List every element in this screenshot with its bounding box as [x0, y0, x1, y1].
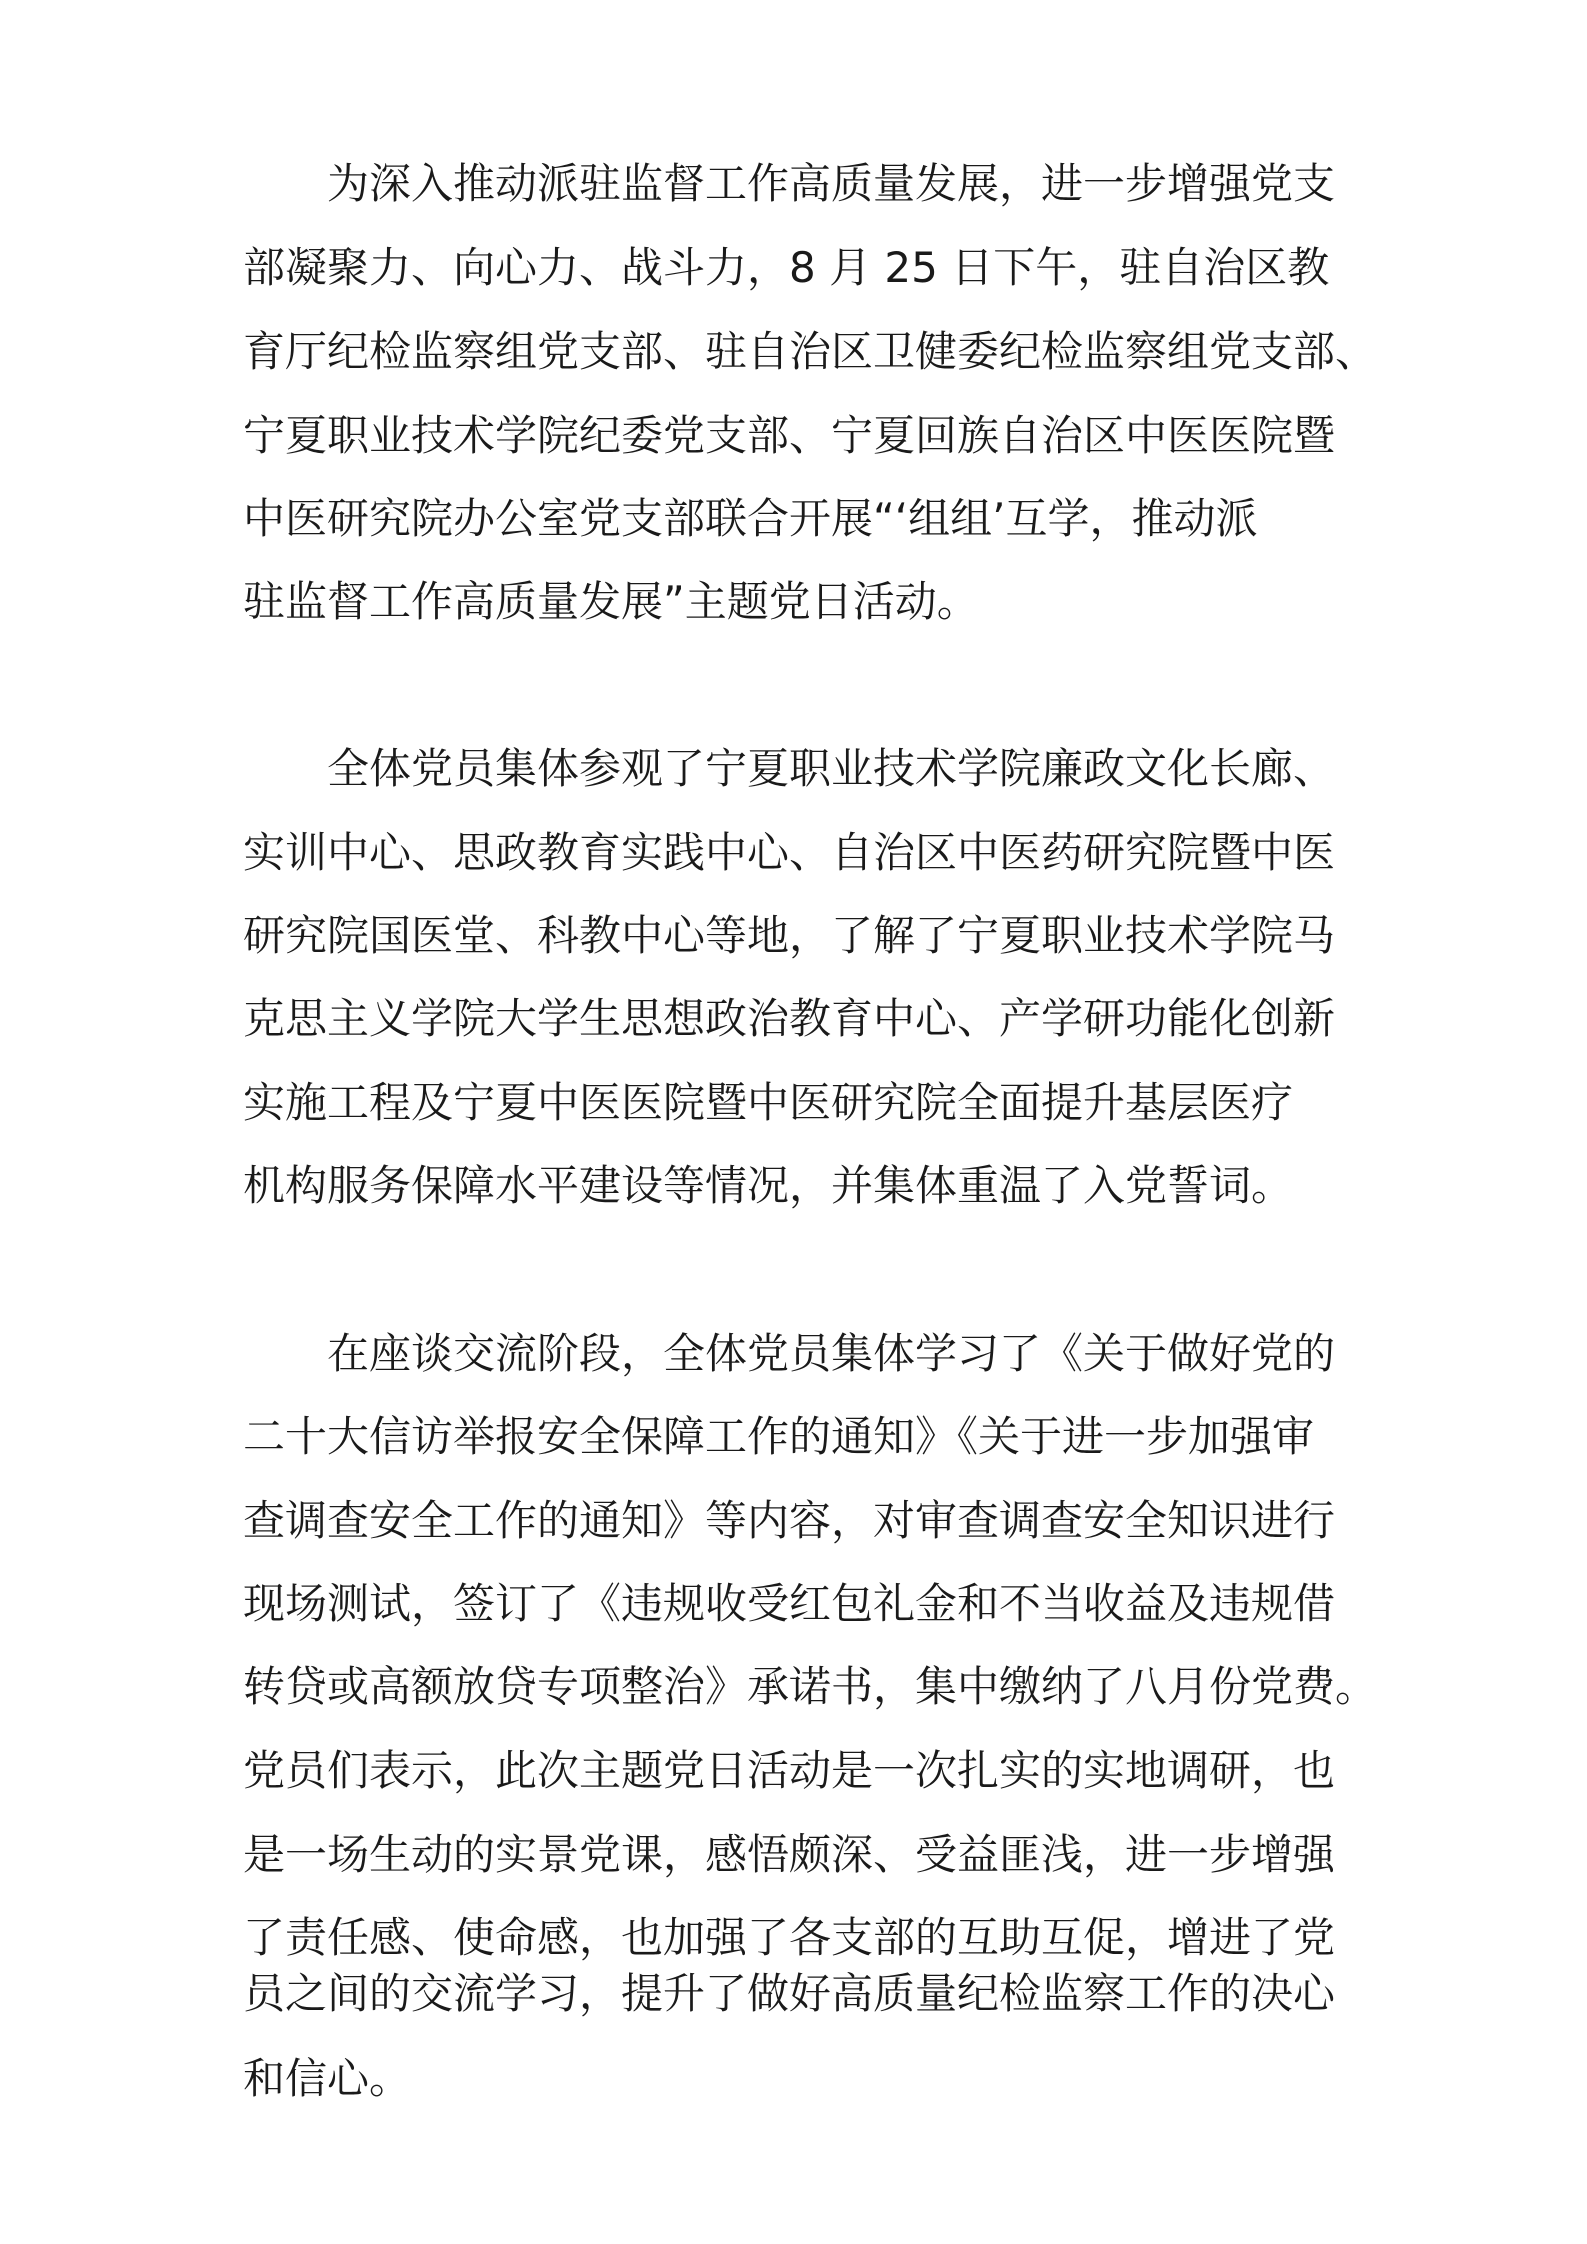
paragraph-1-line-5: 中医研究院办公室党支部联合开展“‘组组’互学，推动派 [243, 494, 1258, 543]
paragraph-1-line-4: 宁夏职业技术学院纪委党支部、宁夏回族自治区中医医院暨 [243, 411, 1336, 460]
paragraph-3-line-4: 现场测试，签订了《违规收受红包礼金和不当收益及违规借 [243, 1579, 1336, 1628]
paragraph-2-line-4: 克思主义学院大学生思想政治教育中心、产学研功能化创新 [243, 994, 1336, 1043]
paragraph-3-line-9: 员之间的交流学习，提升了做好高质量纪检监察工作的决心 [243, 1969, 1336, 2018]
paragraph-2-line-1: 全体党员集体参观了宁夏职业技术学院廉政文化长廊、 [327, 744, 1336, 793]
paragraph-2-line-2: 实训中心、思政教育实践中心、自治区中医药研究院暨中医 [243, 828, 1336, 877]
paragraph-1-line-6: 驻监督工作高质量发展”主题党日活动。 [243, 577, 979, 626]
paragraph-2-line-6: 机构服务保障水平建设等情况，并集体重温了入党誓词。 [243, 1161, 1294, 1210]
paragraph-2-line-5: 实施工程及宁夏中医医院暨中医研究院全面提升基层医疗 [243, 1078, 1294, 1127]
paragraph-3-line-10: 和信心。 [243, 2054, 412, 2103]
paragraph-3-line-8: 了责任感、使命感，也加强了各支部的互助互促，增进了党 [243, 1913, 1336, 1962]
paragraph-1-line-2: 部凝聚力、向心力、战斗力，8 月 25 日下午，驻自治区教 [243, 243, 1330, 292]
paragraph-1-line-1: 为深入推动派驻监督工作高质量发展，进一步增强党支 [327, 159, 1336, 208]
paragraph-1-line-3: 育厅纪检监察组党支部、驻自治区卫健委纪检监察组党支部、 [243, 327, 1378, 376]
paragraph-3-line-2: 二十大信访举报安全保障工作的通知》《关于进一步加强审 [243, 1412, 1315, 1461]
paragraph-2-line-3: 研究院国医堂、科教中心等地，了解了宁夏职业技术学院马 [243, 911, 1336, 960]
paragraph-3-line-5: 转贷或高额放贷专项整治》承诺书，集中缴纳了八月份党费。 [243, 1662, 1378, 1711]
paragraph-3-line-3: 查调查安全工作的通知》等内容，对审查调查安全知识进行 [243, 1496, 1336, 1545]
paragraph-3-line-6: 党员们表示，此次主题党日活动是一次扎实的实地调研，也 [243, 1746, 1336, 1795]
paragraph-3-line-1: 在座谈交流阶段，全体党员集体学习了《关于做好党的 [327, 1329, 1336, 1378]
paragraph-3-line-7: 是一场生动的实景党课，感悟颇深、受益匪浅，进一步增强 [243, 1830, 1336, 1879]
